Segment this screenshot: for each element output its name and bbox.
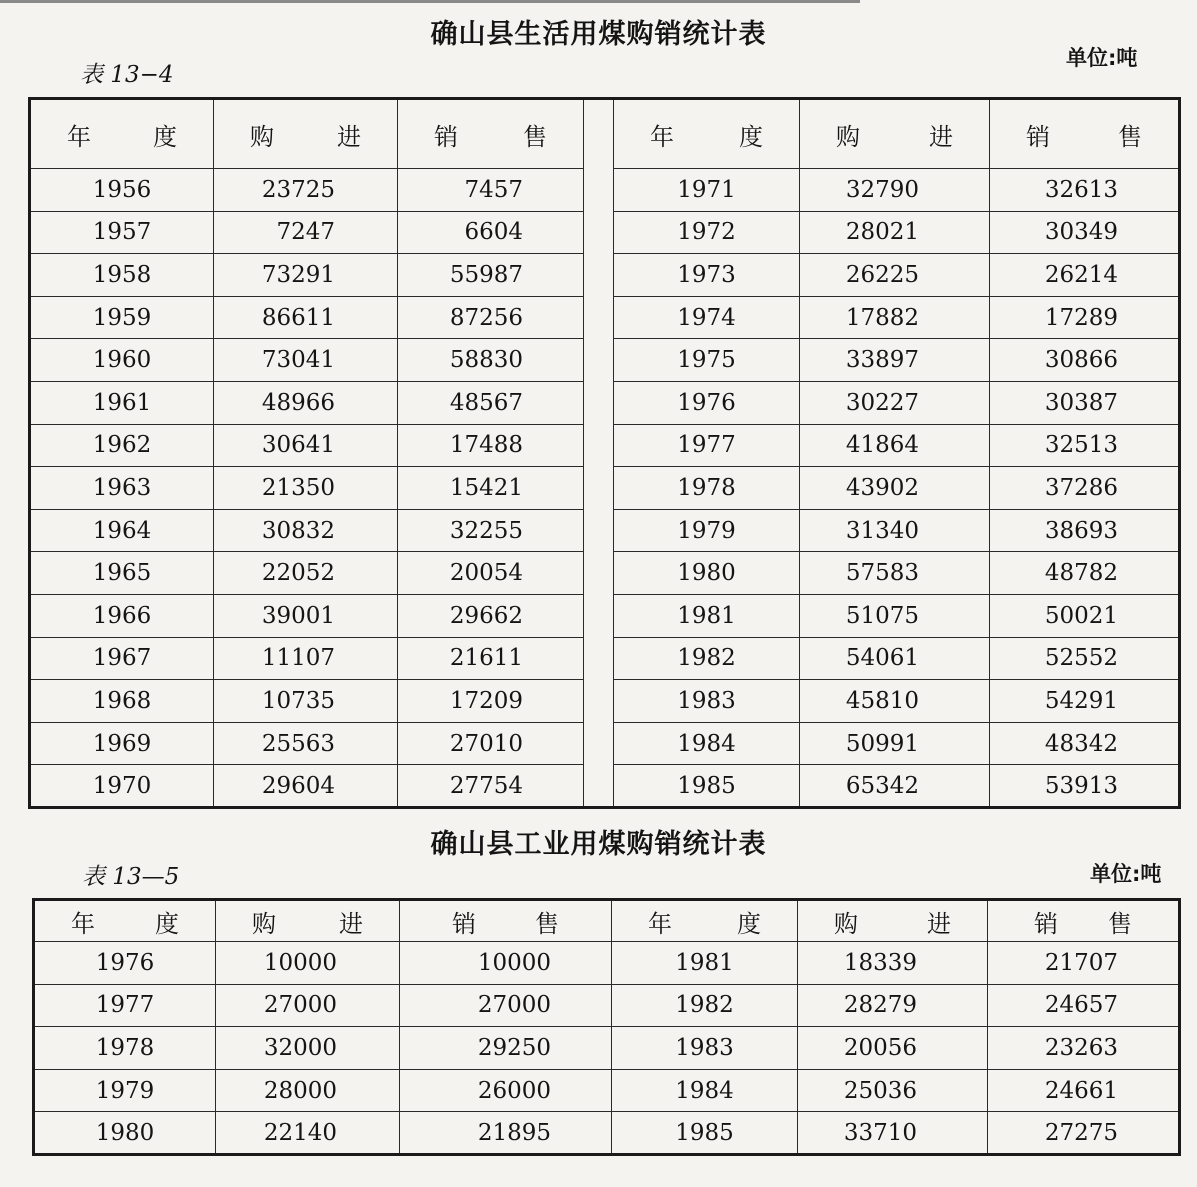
year-cell: 1984	[612, 1069, 798, 1112]
table2-header-row	[34, 900, 1180, 942]
table1	[28, 97, 1181, 809]
sales-cell: 27010	[398, 722, 584, 765]
purchase-cell: 32000	[216, 1027, 400, 1070]
table-row	[30, 339, 1180, 382]
sales-cell: 58830	[398, 339, 584, 382]
header-sales: 销 售	[988, 900, 1180, 942]
year-cell: 1977	[34, 984, 216, 1027]
sales-cell: 27754	[398, 765, 584, 808]
purchase-cell: 25036	[798, 1069, 988, 1112]
purchase-cell: 17882	[800, 296, 990, 339]
sales-cell: 32513	[990, 424, 1180, 467]
table-row	[30, 424, 1180, 467]
year-cell: 1981	[612, 942, 798, 985]
purchase-cell: 51075	[800, 594, 990, 637]
table-row	[30, 296, 1180, 339]
purchase-cell: 39001	[214, 594, 398, 637]
table-row	[30, 254, 1180, 297]
sales-cell: 24657	[988, 984, 1180, 1027]
sales-cell: 48342	[990, 722, 1180, 765]
year-cell: 1970	[30, 765, 214, 808]
column-gap	[584, 424, 614, 467]
table-row	[34, 1069, 1180, 1112]
table1-number: 表 13−4	[80, 62, 174, 88]
column-gap	[584, 680, 614, 723]
table-row	[30, 765, 1180, 808]
column-gap	[584, 381, 614, 424]
year-cell: 1983	[614, 680, 800, 723]
column-gap	[584, 594, 614, 637]
sales-cell: 21895	[400, 1112, 612, 1155]
column-gap	[584, 722, 614, 765]
purchase-cell: 41864	[800, 424, 990, 467]
table-row	[30, 467, 1180, 510]
table2-unit: 单位:吨	[1090, 862, 1162, 886]
sales-cell: 26000	[400, 1069, 612, 1112]
table1-header-row	[30, 99, 1180, 169]
purchase-cell: 7247	[214, 211, 398, 254]
table-row	[34, 984, 1180, 1027]
purchase-cell: 54061	[800, 637, 990, 680]
table1-unit: 单位:吨	[1066, 46, 1138, 70]
purchase-cell: 28279	[798, 984, 988, 1027]
year-cell: 1963	[30, 467, 214, 510]
header-year: 年 度	[34, 900, 216, 942]
year-cell: 1980	[614, 552, 800, 595]
sales-cell: 52552	[990, 637, 1180, 680]
year-cell: 1981	[614, 594, 800, 637]
table-row	[30, 169, 1180, 212]
sales-cell: 30349	[990, 211, 1180, 254]
sales-cell: 29250	[400, 1027, 612, 1070]
header-purchase: 购 进	[216, 900, 400, 942]
sales-cell: 17289	[990, 296, 1180, 339]
column-gap	[584, 296, 614, 339]
year-cell: 1975	[614, 339, 800, 382]
year-cell: 1974	[614, 296, 800, 339]
header-sales: 销 售	[400, 900, 612, 942]
header-year: 年 度	[612, 900, 798, 942]
purchase-cell: 21350	[214, 467, 398, 510]
purchase-cell: 30641	[214, 424, 398, 467]
year-cell: 1956	[30, 169, 214, 212]
year-cell: 1973	[614, 254, 800, 297]
purchase-cell: 73291	[214, 254, 398, 297]
purchase-cell: 28021	[800, 211, 990, 254]
sales-cell: 27000	[400, 984, 612, 1027]
year-cell: 1971	[614, 169, 800, 212]
column-gap	[584, 765, 614, 808]
year-cell: 1957	[30, 211, 214, 254]
table-row	[30, 680, 1180, 723]
year-cell: 1982	[612, 984, 798, 1027]
purchase-cell: 10735	[214, 680, 398, 723]
year-cell: 1969	[30, 722, 214, 765]
header-sales: 销 售	[990, 99, 1180, 169]
year-cell: 1958	[30, 254, 214, 297]
table2-number: 表 13—5	[82, 864, 180, 890]
year-cell: 1979	[34, 1069, 216, 1112]
purchase-cell: 26225	[800, 254, 990, 297]
table-row	[34, 1112, 1180, 1155]
table-row	[30, 509, 1180, 552]
year-cell: 1985	[614, 765, 800, 808]
purchase-cell: 65342	[800, 765, 990, 808]
year-cell: 1964	[30, 509, 214, 552]
purchase-cell: 33897	[800, 339, 990, 382]
sales-cell: 7457	[398, 169, 584, 212]
header-year: 年 度	[30, 99, 214, 169]
sales-cell: 48782	[990, 552, 1180, 595]
column-gap	[584, 552, 614, 595]
table-row	[30, 594, 1180, 637]
purchase-cell: 48966	[214, 381, 398, 424]
purchase-cell: 33710	[798, 1112, 988, 1155]
year-cell: 1984	[614, 722, 800, 765]
year-cell: 1966	[30, 594, 214, 637]
sales-cell: 50021	[990, 594, 1180, 637]
purchase-cell: 73041	[214, 339, 398, 382]
column-gap	[584, 211, 614, 254]
sales-cell: 21707	[988, 942, 1180, 985]
top-rule	[0, 0, 860, 3]
purchase-cell: 30832	[214, 509, 398, 552]
sales-cell: 17488	[398, 424, 584, 467]
purchase-cell: 31340	[800, 509, 990, 552]
header-sales: 销 售	[398, 99, 584, 169]
sales-cell: 38693	[990, 509, 1180, 552]
header-purchase: 购 进	[798, 900, 988, 942]
purchase-cell: 29604	[214, 765, 398, 808]
purchase-cell: 20056	[798, 1027, 988, 1070]
column-gap	[584, 339, 614, 382]
sales-cell: 30387	[990, 381, 1180, 424]
sales-cell: 53913	[990, 765, 1180, 808]
sales-cell: 6604	[398, 211, 584, 254]
purchase-cell: 27000	[216, 984, 400, 1027]
sales-cell: 21611	[398, 637, 584, 680]
sales-cell: 26214	[990, 254, 1180, 297]
year-cell: 1978	[614, 467, 800, 510]
table2-title: 确山县工业用煤购销统计表	[430, 829, 767, 860]
year-cell: 1960	[30, 339, 214, 382]
table-row	[30, 552, 1180, 595]
purchase-cell: 45810	[800, 680, 990, 723]
column-gap	[584, 99, 614, 169]
purchase-cell: 22140	[216, 1112, 400, 1155]
purchase-cell: 32790	[800, 169, 990, 212]
sales-cell: 55987	[398, 254, 584, 297]
year-cell: 1980	[34, 1112, 216, 1155]
sales-cell: 15421	[398, 467, 584, 510]
year-cell: 1961	[30, 381, 214, 424]
table-row	[30, 637, 1180, 680]
header-purchase: 购 进	[214, 99, 398, 169]
purchase-cell: 50991	[800, 722, 990, 765]
purchase-cell: 28000	[216, 1069, 400, 1112]
purchase-cell: 10000	[216, 942, 400, 985]
table-row	[34, 1027, 1180, 1070]
year-cell: 1962	[30, 424, 214, 467]
purchase-cell: 57583	[800, 552, 990, 595]
year-cell: 1968	[30, 680, 214, 723]
purchase-cell: 18339	[798, 942, 988, 985]
year-cell: 1965	[30, 552, 214, 595]
table-row	[34, 942, 1180, 985]
year-cell: 1976	[34, 942, 216, 985]
year-cell: 1978	[34, 1027, 216, 1070]
sales-cell: 87256	[398, 296, 584, 339]
purchase-cell: 23725	[214, 169, 398, 212]
year-cell: 1977	[614, 424, 800, 467]
sales-cell: 32613	[990, 169, 1180, 212]
sales-cell: 54291	[990, 680, 1180, 723]
header-year: 年 度	[614, 99, 800, 169]
year-cell: 1972	[614, 211, 800, 254]
table2	[32, 898, 1181, 1156]
purchase-cell: 43902	[800, 467, 990, 510]
year-cell: 1983	[612, 1027, 798, 1070]
column-gap	[584, 637, 614, 680]
column-gap	[584, 254, 614, 297]
year-cell: 1982	[614, 637, 800, 680]
sales-cell: 27275	[988, 1112, 1180, 1155]
year-cell: 1959	[30, 296, 214, 339]
purchase-cell: 22052	[214, 552, 398, 595]
table-row	[30, 722, 1180, 765]
year-cell: 1976	[614, 381, 800, 424]
year-cell: 1979	[614, 509, 800, 552]
sales-cell: 32255	[398, 509, 584, 552]
sales-cell: 23263	[988, 1027, 1180, 1070]
sales-cell: 10000	[400, 942, 612, 985]
table-row	[30, 211, 1180, 254]
column-gap	[584, 467, 614, 510]
table1-title: 确山县生活用煤购销统计表	[430, 19, 767, 50]
sales-cell: 17209	[398, 680, 584, 723]
sales-cell: 37286	[990, 467, 1180, 510]
sales-cell: 30866	[990, 339, 1180, 382]
purchase-cell: 25563	[214, 722, 398, 765]
sales-cell: 24661	[988, 1069, 1180, 1112]
purchase-cell: 86611	[214, 296, 398, 339]
table-row	[30, 381, 1180, 424]
purchase-cell: 30227	[800, 381, 990, 424]
sales-cell: 29662	[398, 594, 584, 637]
sales-cell: 48567	[398, 381, 584, 424]
column-gap	[584, 509, 614, 552]
sales-cell: 20054	[398, 552, 584, 595]
year-cell: 1967	[30, 637, 214, 680]
purchase-cell: 11107	[214, 637, 398, 680]
column-gap	[584, 169, 614, 212]
header-purchase: 购 进	[800, 99, 990, 169]
year-cell: 1985	[612, 1112, 798, 1155]
